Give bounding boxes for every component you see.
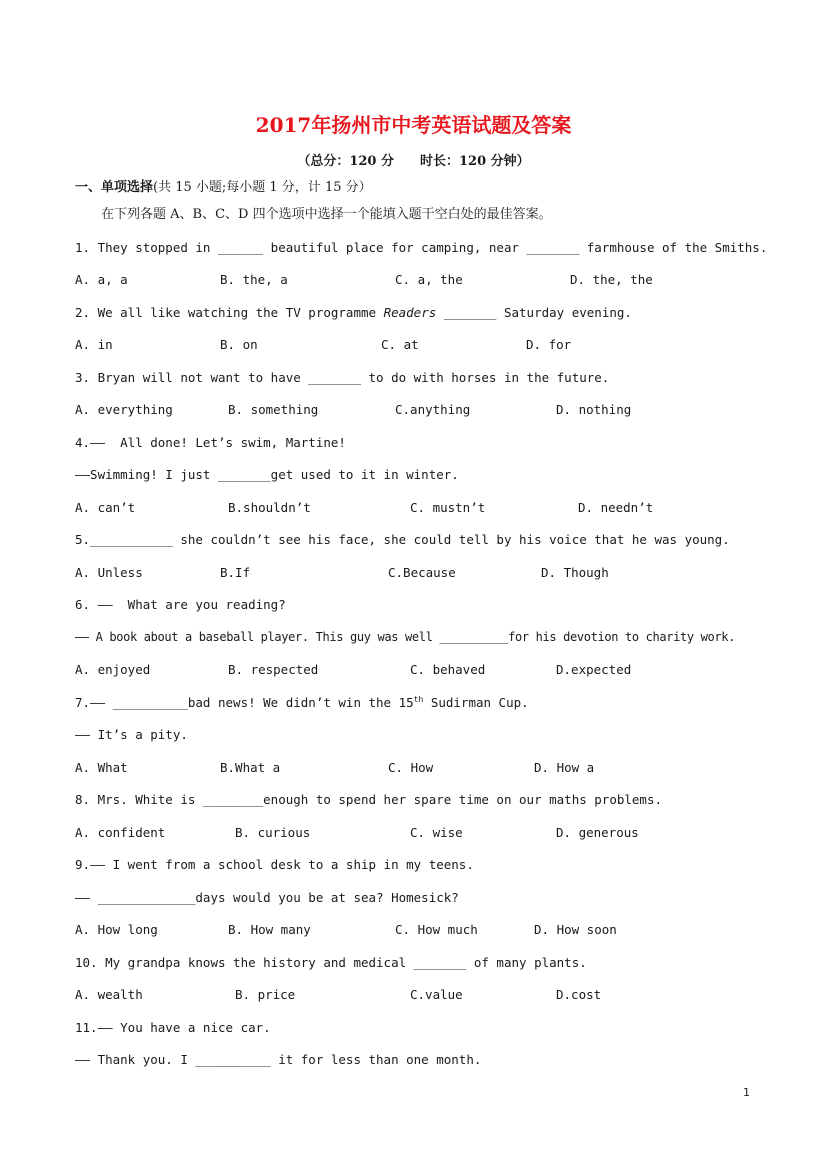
q3-option-a: A. everything	[75, 402, 173, 417]
question-7-line-2: —— It’s a pity.	[75, 727, 188, 742]
question-4-line-1: 4.—— All done! Let’s swim, Martine!	[75, 435, 346, 450]
question-8-stem: 8. Mrs. White is ________enough to spend her spare time on our maths problems.	[75, 792, 662, 807]
q6-option-b: B. respected	[228, 662, 319, 677]
q7-stem-end: Sudirman Cup.	[423, 695, 529, 711]
question-9-line-2: —— _____________days would you be at sea? Homesick?	[75, 890, 459, 905]
section-heading	[75, 176, 372, 195]
page-number: 1	[743, 1086, 750, 1099]
q2-option-d: D. for	[526, 337, 572, 352]
q2-stem-end: _______ Saturday evening.	[436, 305, 632, 320]
q2-option-c: C. at	[381, 337, 419, 352]
q5-option-d: D. Though	[541, 565, 609, 580]
q6-option-c: C. behaved	[410, 662, 486, 677]
q7-option-c: C. How	[388, 760, 434, 775]
section-title: 一、单项选择	[75, 180, 154, 195]
question-2-stem	[75, 305, 632, 320]
q5-option-c: C.Because	[388, 565, 456, 580]
q7-ordinal-suffix: th	[413, 695, 424, 704]
q8-option-c: C. wise	[410, 825, 463, 840]
exam-info	[0, 150, 827, 169]
q5-option-b: B.If	[220, 565, 251, 580]
q7-option-b: B.What a	[220, 760, 281, 775]
q10-option-d: D.cost	[556, 987, 602, 1002]
q10-option-c: C.value	[410, 987, 463, 1002]
q4-option-d: D. needn’t	[578, 500, 654, 515]
page-title: 2017年扬州市中考英语试题及答案	[255, 113, 572, 137]
q3-option-b: B. something	[228, 402, 319, 417]
q4-option-c: C. mustn’t	[410, 500, 486, 515]
question-5-stem: 5.___________ she couldn’t see his face, she could tell by his voice that he was young.	[75, 532, 730, 547]
q7-option-d: D. How a	[534, 760, 595, 775]
q2-stem-start: 2. We all like watching the TV programme	[75, 305, 384, 320]
question-11-line-1: 11.—— You have a nice car.	[75, 1020, 271, 1035]
question-1-stem: 1. They stopped in ______ beautiful place for camping, near _______ farmhouse of the Smiths.	[75, 240, 768, 255]
q8-option-a: A. confident	[75, 825, 166, 840]
q9-option-c: C. How much	[395, 922, 478, 937]
q8-option-b: B. curious	[235, 825, 311, 840]
q7-option-a: A. What	[75, 760, 128, 775]
q3-option-c: C.anything	[395, 402, 471, 417]
question-6-line-2: —— A book about a baseball player. This guy was well __________for his devotion to charity work.	[75, 630, 735, 644]
q7-stem-start: 7.—— __________bad news! We didn’t win the 15	[75, 695, 414, 711]
q8-option-d: D. generous	[556, 825, 639, 840]
q6-option-d: D.expected	[556, 662, 632, 677]
section-note: (共 15 小题;每小题 1 分，计 15 分）	[153, 180, 372, 195]
q1-option-b: B. the, a	[220, 272, 288, 287]
q6-option-a: A. enjoyed	[75, 662, 151, 677]
q5-option-a: A. Unless	[75, 565, 143, 580]
q10-option-b: B. price	[235, 987, 296, 1002]
q4-option-a: A. can’t	[75, 500, 136, 515]
question-3-stem: 3. Bryan will not want to have _______ to do with horses in the future.	[75, 370, 610, 385]
total-score: （总分：120 分	[297, 154, 394, 169]
question-9-line-1: 9.—— I went from a school desk to a ship in my teens.	[75, 857, 474, 872]
q9-option-d: D. How soon	[534, 922, 617, 937]
q1-option-c: C. a, the	[395, 272, 463, 287]
q3-option-d: D. nothing	[556, 402, 632, 417]
question-11-line-2: —— Thank you. I __________ it for less than one month.	[75, 1052, 482, 1067]
duration: 时长：120 分钟）	[420, 154, 530, 169]
instruction: 在下列各题 A、B、C、D 四个选项中选择一个能填入题干空白处的最佳答案。	[101, 207, 552, 222]
q1-option-d: D. the, the	[570, 272, 653, 287]
question-10-stem: 10. My grandpa knows the history and medical _______ of many plants.	[75, 955, 587, 970]
q9-option-b: B. How many	[228, 922, 311, 937]
question-7-line-1	[75, 695, 529, 710]
q2-option-a: A. in	[75, 337, 113, 352]
q9-option-a: A. How long	[75, 922, 158, 937]
q2-programme-name: Readers	[383, 305, 437, 320]
q2-option-b: B. on	[220, 337, 258, 352]
q1-option-a: A. a, a	[75, 272, 128, 287]
q4-option-b: B.shouldn’t	[228, 500, 311, 515]
question-4-line-2: ——Swimming! I just _______get used to it in winter.	[75, 467, 459, 482]
q10-option-a: A. wealth	[75, 987, 143, 1002]
question-6-line-1: 6. —— What are you reading?	[75, 597, 286, 612]
